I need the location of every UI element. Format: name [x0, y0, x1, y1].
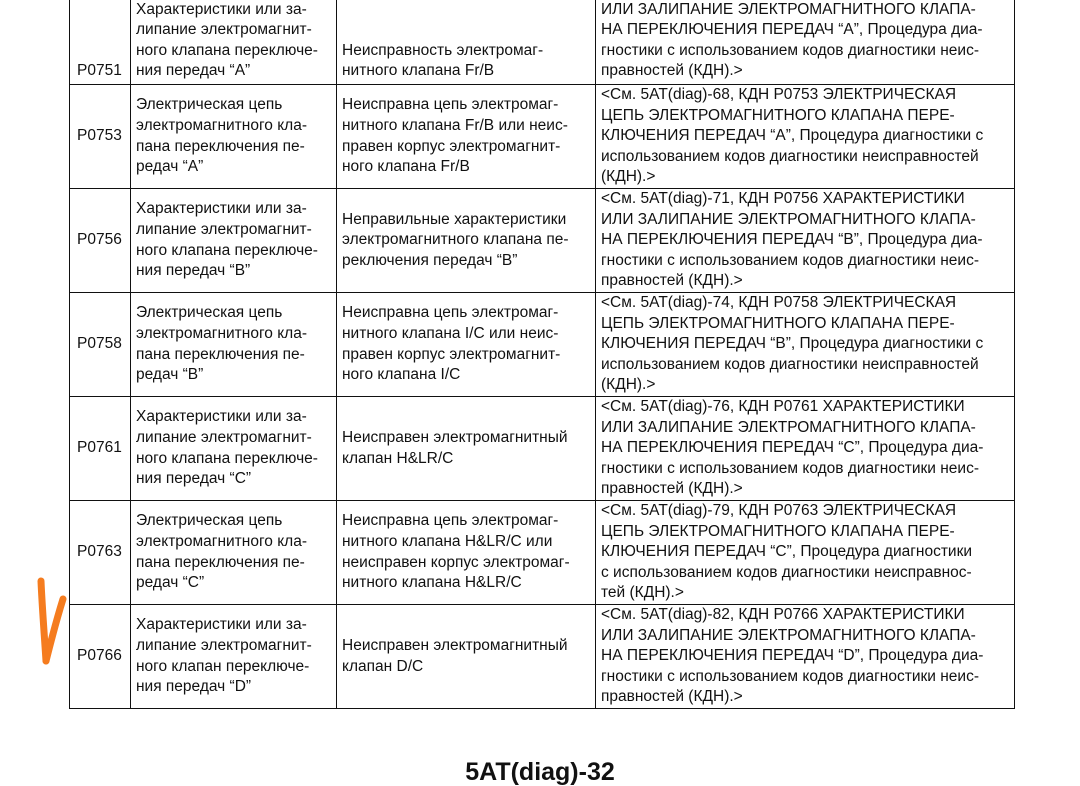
reference-line: НА ПЕРЕКЛЮЧЕНИЯ ПЕРЕДАЧ “D”, Процедура диа- [601, 647, 984, 665]
condition-line: клапан H&LR/C [342, 449, 454, 467]
item-line: ного клапана переключе- [136, 41, 318, 59]
reference-cell [596, 501, 1015, 605]
item-line: Электрическая цепь [136, 304, 283, 322]
checkmark-stroke-left [41, 581, 46, 661]
reference-line: ЦЕПЬ ЭЛЕКТРОМАГНИТНОГО КЛАПАНА ПЕРЕ- [601, 314, 955, 332]
item-line: ния передач “B” [136, 262, 251, 280]
item-line: ния передач “D” [136, 678, 252, 696]
reference-line: <См. 5AT(diag)-79, КДН P0763 ЭЛЕКТРИЧЕСКАЯ [601, 502, 957, 520]
reference-cell [596, 397, 1015, 501]
reference-line: (КДН).> [601, 168, 656, 186]
item-line: ного клапана переключе- [136, 449, 318, 467]
item-line: пана переключения пе- [136, 345, 305, 363]
table-row [70, 293, 1015, 397]
condition-cell [337, 0, 596, 85]
reference-cell [596, 605, 1015, 709]
dtc-table [69, 0, 1015, 709]
item-line: ния передач “A” [136, 62, 251, 80]
condition-line: электромагнитного клапана пе- [342, 231, 569, 249]
item-line: липание электромагнит- [136, 21, 312, 39]
page-number: 5AT(diag)-32 [465, 758, 615, 786]
condition-line: Неисправен электромагнитный [342, 636, 568, 654]
reference-line: <См. 5AT(diag)-82, КДН P0766 ХАРАКТЕРИСТИКИ [601, 606, 965, 624]
condition-line: Неисправна цепь электромаг- [342, 512, 559, 530]
reference-line: гностики с использованием кодов диагностики неис- [601, 251, 979, 269]
table-row [70, 605, 1015, 709]
reference-line: <См. 5AT(diag)-68, КДН P0753 ЭЛЕКТРИЧЕСКАЯ [601, 86, 957, 104]
condition-line: ного клапана Fr/B [342, 158, 470, 176]
checkmark-stroke-right [46, 599, 63, 661]
reference-line: гностики с использованием кодов диагностики неис- [601, 667, 979, 685]
item-line: липание электромагнит- [136, 428, 312, 446]
item-cell [131, 293, 337, 397]
reference-line: с использованием кодов диагностики неисправнос- [601, 563, 972, 581]
condition-line: Неисправен электромагнитный [342, 428, 568, 446]
dtc-table-body [70, 0, 1015, 709]
condition-cell [337, 85, 596, 189]
table-row [70, 0, 1015, 85]
condition-cell [337, 293, 596, 397]
item-line: пана переключения пе- [136, 553, 305, 571]
reference-line: НА ПЕРЕКЛЮЧЕНИЯ ПЕРЕДАЧ “A”, Процедура диа- [601, 21, 983, 39]
reference-line: правностей (КДН).> [601, 688, 743, 706]
reference-line: правностей (КДН).> [601, 272, 743, 290]
reference-line: гностики с использованием кодов диагностики неис- [601, 459, 979, 477]
reference-line: ИЛИ ЗАЛИПАНИЕ ЭЛЕКТРОМАГНИТНОГО КЛАПА- [601, 210, 976, 228]
item-line: электромагнитного кла- [136, 116, 307, 134]
condition-line: Неисправна цепь электромаг- [342, 304, 559, 322]
reference-line: КЛЮЧЕНИЯ ПЕРЕДАЧ “A”, Процедура диагностики с [601, 127, 984, 145]
item-line: редач “A” [136, 158, 204, 176]
condition-line: нитного клапана Fr/B или неис- [342, 116, 568, 134]
item-cell [131, 0, 337, 85]
item-line: ного клапан переключе- [136, 657, 310, 675]
condition-cell [337, 189, 596, 293]
dtc-code: P0761 [70, 397, 131, 501]
handwritten-checkmark-icon [30, 575, 74, 671]
item-line: Характеристики или за- [136, 408, 307, 426]
reference-cell [596, 0, 1015, 85]
dtc-code: P0756 [70, 189, 131, 293]
item-line: редач “C” [136, 574, 205, 592]
dtc-code: P0766 [70, 605, 131, 709]
item-line: липание электромагнит- [136, 636, 312, 654]
reference-line: КЛЮЧЕНИЯ ПЕРЕДАЧ “C”, Процедура диагностики [601, 543, 973, 561]
item-line: Характеристики или за- [136, 200, 307, 218]
reference-line: (КДН).> [601, 376, 656, 394]
reference-line: правностей (КДН).> [601, 62, 743, 80]
item-line: ния передач “C” [136, 470, 252, 488]
item-cell [131, 605, 337, 709]
reference-line: <См. 5AT(diag)-74, КДН P0758 ЭЛЕКТРИЧЕСКАЯ [601, 294, 957, 312]
condition-cell [337, 501, 596, 605]
condition-line: клапан D/C [342, 657, 424, 675]
dtc-code: P0753 [70, 85, 131, 189]
item-line: липание электромагнит- [136, 220, 312, 238]
reference-line: <См. 5AT(diag)-71, КДН P0756 ХАРАКТЕРИСТИКИ [601, 190, 965, 208]
reference-line: ИЛИ ЗАЛИПАНИЕ ЭЛЕКТРОМАГНИТНОГО КЛАПА- [601, 0, 976, 18]
reference-cell [596, 189, 1015, 293]
reference-line: ЦЕПЬ ЭЛЕКТРОМАГНИТНОГО КЛАПАНА ПЕРЕ- [601, 106, 955, 124]
condition-line: Неисправность электромаг- [342, 41, 544, 59]
item-line: Электрическая цепь [136, 96, 283, 114]
item-cell [131, 85, 337, 189]
condition-line: ного клапана I/C [342, 366, 461, 384]
condition-line: нитного клапана Fr/B [342, 62, 495, 80]
reference-cell [596, 293, 1015, 397]
reference-line: ЦЕПЬ ЭЛЕКТРОМАГНИТНОГО КЛАПАНА ПЕРЕ- [601, 522, 955, 540]
item-line: электромагнитного кла- [136, 324, 307, 342]
item-line: ного клапана переключе- [136, 241, 318, 259]
dtc-code: P0763 [70, 501, 131, 605]
table-row [70, 189, 1015, 293]
condition-line: неисправен корпус электромаг- [342, 553, 570, 571]
condition-cell [337, 397, 596, 501]
reference-line: НА ПЕРЕКЛЮЧЕНИЯ ПЕРЕДАЧ “C”, Процедура диа- [601, 439, 984, 457]
item-line: Характеристики или за- [136, 0, 307, 18]
item-cell [131, 189, 337, 293]
table-row [70, 501, 1015, 605]
reference-line: КЛЮЧЕНИЯ ПЕРЕДАЧ “B”, Процедура диагностики с [601, 335, 984, 353]
item-line: пана переключения пе- [136, 137, 305, 155]
reference-line: НА ПЕРЕКЛЮЧЕНИЯ ПЕРЕДАЧ “B”, Процедура диа- [601, 231, 983, 249]
condition-line: нитного клапана H&LR/C [342, 574, 522, 592]
item-cell [131, 501, 337, 605]
condition-line: реключения передач “B” [342, 251, 518, 269]
reference-line: правностей (КДН).> [601, 480, 743, 498]
condition-line: Неправильные характеристики [342, 210, 567, 228]
condition-cell [337, 605, 596, 709]
reference-line: использованием кодов диагностики неисправностей [601, 355, 979, 373]
condition-line: Неисправна цепь электромаг- [342, 96, 559, 114]
condition-line: нитного клапана I/C или неис- [342, 324, 559, 342]
reference-line: тей (КДН).> [601, 584, 684, 602]
dtc-code: P0758 [70, 293, 131, 397]
condition-line: правен корпус электромагнит- [342, 137, 561, 155]
reference-line: гностики с использованием кодов диагностики неис- [601, 41, 979, 59]
item-cell [131, 397, 337, 501]
reference-line: использованием кодов диагностики неисправностей [601, 147, 979, 165]
reference-line: ИЛИ ЗАЛИПАНИЕ ЭЛЕКТРОМАГНИТНОГО КЛАПА- [601, 626, 976, 644]
condition-line: правен корпус электромагнит- [342, 345, 561, 363]
item-line: Характеристики или за- [136, 616, 307, 634]
table-row [70, 397, 1015, 501]
reference-line: ИЛИ ЗАЛИПАНИЕ ЭЛЕКТРОМАГНИТНОГО КЛАПА- [601, 418, 976, 436]
dtc-code: P0751 [70, 0, 131, 85]
item-line: редач “B” [136, 366, 204, 384]
item-line: электромагнитного кла- [136, 532, 307, 550]
condition-line: нитного клапана H&LR/C или [342, 532, 553, 550]
item-line: Электрическая цепь [136, 512, 283, 530]
reference-cell [596, 85, 1015, 189]
reference-line: <См. 5AT(diag)-76, КДН P0761 ХАРАКТЕРИСТИКИ [601, 398, 965, 416]
table-row [70, 85, 1015, 189]
